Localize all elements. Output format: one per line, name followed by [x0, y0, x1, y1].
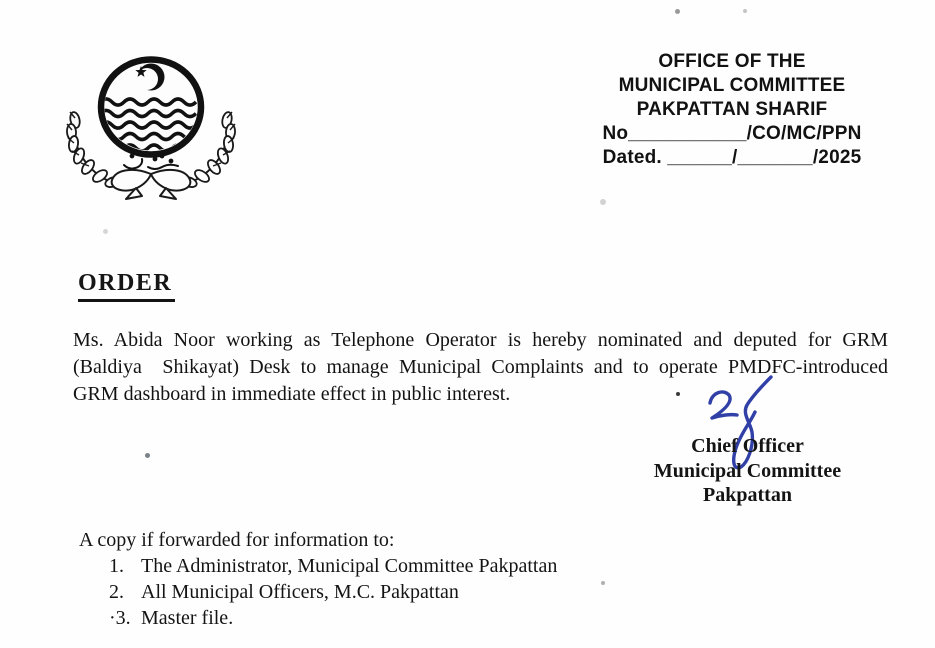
signatory-city: Pakpattan [703, 484, 792, 506]
list-item [109, 553, 557, 579]
scan-speck [103, 229, 108, 234]
reference-number-line: No___________/CO/MC/PPN [602, 123, 862, 144]
signatory-org: Municipal Committee [653, 459, 842, 482]
scan-speck [600, 199, 606, 205]
punjab-government-emblem [58, 28, 254, 204]
cc-intro: A copy if forwarded for information to: [79, 529, 395, 551]
office-line-2: MUNICIPAL COMMITTEE [618, 75, 846, 96]
scan-speck [601, 581, 605, 585]
scan-speck [675, 9, 680, 14]
list-item-text: The Administrator, Municipal Committee Pakpattan [141, 555, 558, 577]
ribbon-icon [112, 170, 191, 199]
list-item-number: 1. [109, 555, 124, 577]
scan-speck [676, 392, 680, 396]
list-item [109, 579, 557, 605]
list-item-number: ·3. [109, 607, 131, 629]
signatory-block [620, 434, 875, 508]
signatory-title: Chief Officer [691, 435, 804, 457]
list-item [109, 605, 557, 631]
list-item-number: 2. [109, 581, 124, 603]
list-item-text: All Municipal Officers, M.C. Pakpattan [141, 581, 459, 603]
body-line: Ms. Abida Noor working as Telephone Operator is hereby nominated and deputed for GRM [73, 329, 888, 351]
list-item-text: Master file. [141, 607, 234, 629]
office-line-3: PAKPATTAN SHARIF [636, 99, 828, 120]
body-line: (Baldiya Shikayat) Desk to manage Municipal Complaints and to operate PMDFC-introduced [73, 356, 888, 378]
scan-speck [743, 9, 747, 13]
letterhead-text [571, 50, 893, 170]
order-heading: ORDER [78, 270, 175, 302]
body-line: GRM dashboard in immediate effect in public interest. [73, 383, 511, 405]
date-line: Dated. ______/_______/2025 [602, 147, 862, 168]
scan-speck [145, 453, 150, 458]
distribution-list [79, 527, 557, 631]
office-line-1: OFFICE OF THE [658, 51, 806, 72]
